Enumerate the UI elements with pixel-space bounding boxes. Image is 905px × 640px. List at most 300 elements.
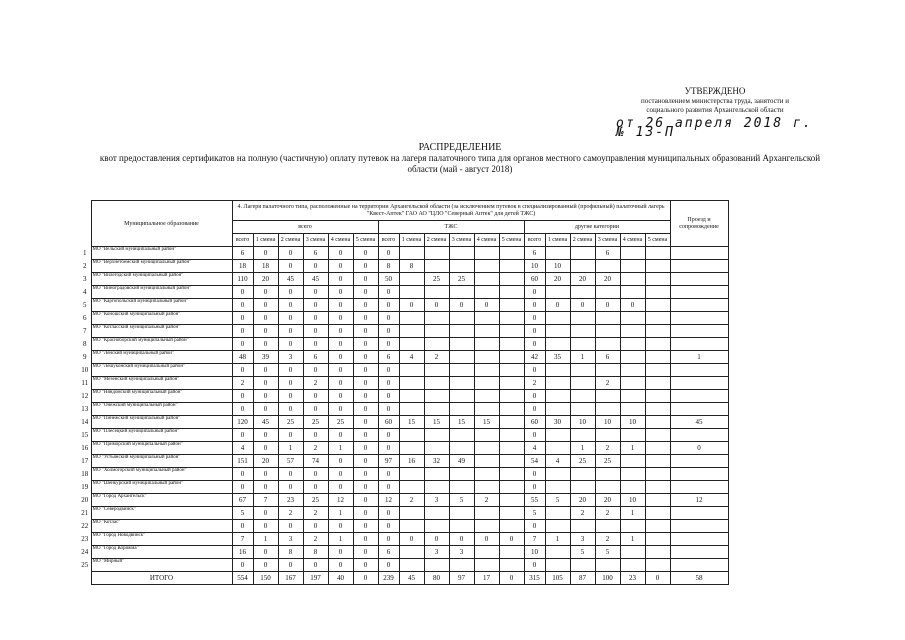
table-cell [424, 559, 449, 572]
table-cell [449, 260, 474, 273]
table-cell: 0 [378, 429, 399, 442]
table-cell: 0 [378, 468, 399, 481]
municipality-name: МО "Красноборский муниципальный район" [91, 338, 232, 351]
table-cell: 4 [545, 455, 570, 468]
table-cell: 0 [278, 338, 303, 351]
table-cell: 7 [253, 494, 278, 507]
table-cell: 0 [353, 286, 378, 299]
row-number: 8 [83, 340, 87, 348]
table-cell: 0 [353, 533, 378, 546]
table-cell: 0 [303, 390, 328, 403]
table-cell [424, 325, 449, 338]
table-cell: 0 [545, 299, 570, 312]
table-cell: 6 [303, 351, 328, 364]
table-cell [399, 559, 424, 572]
table-row [79, 325, 728, 338]
table-cell: 20 [595, 494, 620, 507]
table-cell: 39 [253, 351, 278, 364]
table-cell [545, 338, 570, 351]
table-cell: 2 [524, 377, 545, 390]
table-cell [620, 364, 645, 377]
travel-cell [670, 390, 728, 403]
table-cell [545, 442, 570, 455]
table-cell: 0 [328, 481, 353, 494]
table-cell: 0 [253, 325, 278, 338]
table-cell [570, 559, 595, 572]
table-cell [620, 286, 645, 299]
table-cell [499, 325, 524, 338]
travel-cell: 45 [670, 416, 728, 429]
table-cell: 10 [595, 416, 620, 429]
table-cell: 25 [303, 416, 328, 429]
table-cell [424, 403, 449, 416]
table-cell [499, 247, 524, 260]
table-cell [399, 247, 424, 260]
table-cell: 0 [353, 390, 378, 403]
table-cell [595, 403, 620, 416]
table-cell [645, 481, 670, 494]
table-cell: 0 [303, 559, 328, 572]
table-cell: 0 [524, 481, 545, 494]
table-cell: 25 [424, 273, 449, 286]
table-cell [499, 338, 524, 351]
municipality-name: МО "Город Новодвинск" [91, 533, 232, 546]
table-cell: 1 [620, 442, 645, 455]
table-cell: 12 [378, 494, 399, 507]
table-cell: 0 [524, 338, 545, 351]
table-cell: 0 [278, 364, 303, 377]
table-cell: 0 [449, 533, 474, 546]
table-cell [499, 507, 524, 520]
table-cell: 0 [524, 312, 545, 325]
table-cell [570, 429, 595, 442]
table-cell: 0 [328, 351, 353, 364]
table-row [79, 377, 728, 390]
row-number: 17 [81, 457, 89, 465]
table-cell [499, 312, 524, 325]
shift-header: 1 смена [545, 234, 570, 247]
table-cell [645, 390, 670, 403]
row-number: 25 [81, 561, 89, 569]
table-cell [499, 377, 524, 390]
table-row [79, 260, 728, 273]
table-cell: 0 [328, 286, 353, 299]
table-cell [424, 390, 449, 403]
table-cell: 20 [570, 494, 595, 507]
table-cell [645, 247, 670, 260]
table-cell [399, 520, 424, 533]
table-cell: 57 [278, 455, 303, 468]
total-cell: 45 [399, 572, 424, 585]
municipality-name: МО "Устьянский муниципальный район" [91, 455, 232, 468]
table-cell: 5 [449, 494, 474, 507]
municipality-name: МО "Шенкурский муниципальный район" [91, 481, 232, 494]
row-number: 14 [81, 418, 89, 426]
table-cell: 0 [353, 429, 378, 442]
travel-cell [670, 403, 728, 416]
table-cell [595, 481, 620, 494]
table-cell: 15 [399, 416, 424, 429]
table-cell: 6 [378, 546, 399, 559]
table-row [79, 273, 728, 286]
table-cell: 0 [378, 377, 399, 390]
header-other: другие категории [524, 221, 670, 234]
table-cell: 0 [303, 481, 328, 494]
table-cell: 0 [253, 312, 278, 325]
table-cell [399, 325, 424, 338]
travel-cell [670, 455, 728, 468]
table-cell: 1 [328, 507, 353, 520]
table-cell: 0 [253, 468, 278, 481]
table-cell: 5 [595, 546, 620, 559]
table-cell: 0 [278, 429, 303, 442]
table-cell [474, 442, 499, 455]
table-cell: 15 [424, 416, 449, 429]
table-cell [645, 351, 670, 364]
municipality-name: МО "Коношский муниципальный район" [91, 312, 232, 325]
table-cell [499, 364, 524, 377]
table-row [79, 559, 728, 572]
municipality-name: МО "Вельский муниципальный район" [91, 247, 232, 260]
total-cell: 315 [524, 572, 545, 585]
table-cell [645, 260, 670, 273]
municipality-name: МО "Онежский муниципальный район" [91, 403, 232, 416]
table-cell: 2 [303, 442, 328, 455]
header-travel: Проезд и сопровождение [670, 201, 728, 247]
table-cell: 0 [353, 312, 378, 325]
table-cell: 0 [328, 377, 353, 390]
table-cell [499, 351, 524, 364]
table-cell: 0 [353, 520, 378, 533]
total-cell: 239 [378, 572, 399, 585]
table-cell [620, 247, 645, 260]
approval-line: социального развития Архангельской области [646, 106, 784, 114]
shift-header: 2 смена [278, 234, 303, 247]
table-cell: 20 [253, 273, 278, 286]
table-cell: 32 [424, 455, 449, 468]
table-cell: 0 [378, 442, 399, 455]
row-number: 21 [81, 509, 89, 517]
table-cell: 1 [328, 442, 353, 455]
table-cell [645, 299, 670, 312]
table-cell [545, 247, 570, 260]
table-cell [424, 286, 449, 299]
table-cell: 55 [524, 494, 545, 507]
row-number: 1 [83, 249, 87, 257]
table-cell: 5 [570, 546, 595, 559]
document-title [60, 142, 860, 175]
table-row [79, 390, 728, 403]
table-cell: 0 [378, 481, 399, 494]
table-cell: 6 [232, 247, 253, 260]
travel-cell [670, 546, 728, 559]
table-cell: 0 [378, 507, 399, 520]
table-cell: 50 [378, 273, 399, 286]
table-cell: 0 [232, 403, 253, 416]
table-cell: 2 [570, 507, 595, 520]
total-cell: 197 [303, 572, 328, 585]
table-cell: 6 [595, 351, 620, 364]
table-cell: 0 [303, 520, 328, 533]
table-cell [620, 351, 645, 364]
travel-cell: 0 [670, 442, 728, 455]
table-cell [545, 468, 570, 481]
table-cell: 15 [474, 416, 499, 429]
table-cell [645, 494, 670, 507]
table-cell: 4 [524, 442, 545, 455]
table-cell: 3 [278, 533, 303, 546]
table-cell: 97 [378, 455, 399, 468]
index-header [79, 201, 91, 247]
table-cell [399, 312, 424, 325]
table-cell [424, 260, 449, 273]
table-cell: 0 [424, 299, 449, 312]
table-cell [570, 312, 595, 325]
table-cell: 10 [524, 260, 545, 273]
table-row [79, 455, 728, 468]
table-cell: 0 [328, 390, 353, 403]
table-cell: 2 [595, 377, 620, 390]
table-cell: 0 [253, 338, 278, 351]
title-line: области (май - август 2018) [407, 164, 513, 174]
table-cell: 1 [253, 533, 278, 546]
table-cell: 45 [303, 273, 328, 286]
table-cell [499, 390, 524, 403]
table-cell: 18 [232, 260, 253, 273]
table-cell [474, 546, 499, 559]
table-cell [424, 507, 449, 520]
table-cell: 0 [328, 299, 353, 312]
municipality-name: МО "Город Коряжма" [91, 546, 232, 559]
table-cell: 45 [278, 273, 303, 286]
row-number: 19 [81, 483, 89, 491]
table-cell [474, 338, 499, 351]
table-cell: 0 [378, 559, 399, 572]
table-cell: 0 [353, 273, 378, 286]
table-row [79, 364, 728, 377]
total-cell: 87 [570, 572, 595, 585]
table-row [79, 338, 728, 351]
table-cell: 0 [524, 520, 545, 533]
table-cell [399, 442, 424, 455]
table-row [79, 533, 728, 546]
table-cell: 35 [545, 351, 570, 364]
table-cell: 0 [378, 338, 399, 351]
table-cell: 0 [524, 559, 545, 572]
table-cell: 0 [353, 416, 378, 429]
table-cell [645, 377, 670, 390]
municipality-name: МО "Котласский муниципальный район" [91, 325, 232, 338]
table-cell: 0 [328, 325, 353, 338]
table-cell: 54 [524, 455, 545, 468]
table-cell [570, 325, 595, 338]
table-cell: 23 [278, 494, 303, 507]
table-cell: 0 [353, 364, 378, 377]
municipality-name: МО "Котлас" [91, 520, 232, 533]
table-row [79, 247, 728, 260]
table-cell: 0 [278, 468, 303, 481]
table-cell: 60 [378, 416, 399, 429]
table-cell: 2 [595, 507, 620, 520]
table-row [79, 286, 728, 299]
table-cell: 4 [232, 442, 253, 455]
table-cell: 0 [232, 481, 253, 494]
table-row [79, 468, 728, 481]
approval-block [600, 86, 830, 140]
table-cell: 0 [278, 325, 303, 338]
header-tjs: ТЖС [378, 221, 524, 234]
table-cell [645, 286, 670, 299]
table-cell: 3 [424, 494, 449, 507]
table-cell [449, 377, 474, 390]
table-cell: 74 [303, 455, 328, 468]
table-cell [499, 481, 524, 494]
row-number: 12 [81, 392, 89, 400]
table-cell: 0 [232, 312, 253, 325]
table-cell: 3 [278, 351, 303, 364]
table-cell [620, 546, 645, 559]
table-cell [474, 377, 499, 390]
table-cell: 0 [253, 403, 278, 416]
table-cell [499, 520, 524, 533]
table-row [79, 546, 728, 559]
table-cell [499, 468, 524, 481]
table-cell [645, 442, 670, 455]
table-cell [545, 403, 570, 416]
table-cell: 4 [399, 351, 424, 364]
table-cell [645, 559, 670, 572]
table-cell: 0 [328, 455, 353, 468]
table-cell: 0 [232, 325, 253, 338]
table-cell: 0 [303, 260, 328, 273]
total-cell: 167 [278, 572, 303, 585]
table-cell: 2 [303, 507, 328, 520]
table-cell: 5 [524, 507, 545, 520]
travel-cell [670, 299, 728, 312]
travel-cell [670, 260, 728, 273]
travel-cell [670, 559, 728, 572]
table-cell: 0 [253, 390, 278, 403]
table-cell [645, 364, 670, 377]
table-cell [545, 325, 570, 338]
table-cell: 0 [378, 520, 399, 533]
table-cell [399, 468, 424, 481]
table-cell [545, 507, 570, 520]
table-cell: 0 [378, 325, 399, 338]
table-cell: 0 [499, 533, 524, 546]
table-cell [499, 299, 524, 312]
table-cell [545, 481, 570, 494]
table-cell [570, 286, 595, 299]
table-cell [620, 273, 645, 286]
table-cell: 0 [353, 338, 378, 351]
quota-table [79, 200, 729, 585]
table-cell [424, 468, 449, 481]
table-cell: 1 [620, 507, 645, 520]
row-number: 5 [83, 301, 87, 309]
table-cell [399, 546, 424, 559]
table-cell: 0 [232, 559, 253, 572]
table-cell [620, 468, 645, 481]
shift-header: 3 смена [303, 234, 328, 247]
table-cell: 0 [353, 494, 378, 507]
municipality-name: МО "Пинежский муниципальный район" [91, 416, 232, 429]
table-cell [474, 481, 499, 494]
table-cell: 2 [303, 533, 328, 546]
table-cell: 0 [303, 286, 328, 299]
table-cell [474, 247, 499, 260]
table-cell: 0 [303, 364, 328, 377]
table-cell: 0 [278, 403, 303, 416]
table-cell: 0 [399, 299, 424, 312]
table-cell [449, 403, 474, 416]
table-cell: 30 [545, 416, 570, 429]
shift-header: 4 смена [328, 234, 353, 247]
table-cell: 120 [232, 416, 253, 429]
shift-header: 1 смена [253, 234, 278, 247]
table-cell: 45 [253, 416, 278, 429]
table-cell [545, 312, 570, 325]
total-cell: 40 [328, 572, 353, 585]
shift-header: всего [378, 234, 399, 247]
table-cell [449, 390, 474, 403]
table-cell [499, 559, 524, 572]
travel-cell [670, 481, 728, 494]
table-cell: 0 [232, 364, 253, 377]
table-cell: 3 [424, 546, 449, 559]
table-cell: 16 [232, 546, 253, 559]
table-cell [474, 429, 499, 442]
table-cell: 0 [524, 325, 545, 338]
travel-cell [670, 468, 728, 481]
table-cell: 2 [474, 494, 499, 507]
table-cell: 0 [278, 559, 303, 572]
table-cell [424, 364, 449, 377]
travel-cell [670, 377, 728, 390]
table-cell [645, 468, 670, 481]
table-cell: 0 [595, 299, 620, 312]
municipality-name: МО "Мирный" [91, 559, 232, 572]
table-cell: 0 [253, 559, 278, 572]
table-cell [620, 520, 645, 533]
table-cell: 0 [474, 299, 499, 312]
total-cell: 0 [499, 572, 524, 585]
table-cell: 0 [524, 429, 545, 442]
table-cell: 8 [399, 260, 424, 273]
table-cell: 10 [545, 260, 570, 273]
table-cell [474, 286, 499, 299]
table-cell [645, 507, 670, 520]
table-cell: 60 [524, 416, 545, 429]
table-cell [474, 559, 499, 572]
row-number: 15 [81, 431, 89, 439]
row-number: 2 [83, 262, 87, 270]
travel-cell [670, 520, 728, 533]
table-cell [474, 390, 499, 403]
table-cell: 0 [378, 364, 399, 377]
table-cell [545, 390, 570, 403]
table-cell: 0 [232, 286, 253, 299]
table-row [79, 403, 728, 416]
table-cell [595, 260, 620, 273]
table-cell: 20 [595, 273, 620, 286]
table-cell [474, 520, 499, 533]
table-cell: 0 [620, 299, 645, 312]
travel-cell [670, 273, 728, 286]
table-cell: 110 [232, 273, 253, 286]
table-cell: 0 [303, 299, 328, 312]
table-cell [545, 520, 570, 533]
